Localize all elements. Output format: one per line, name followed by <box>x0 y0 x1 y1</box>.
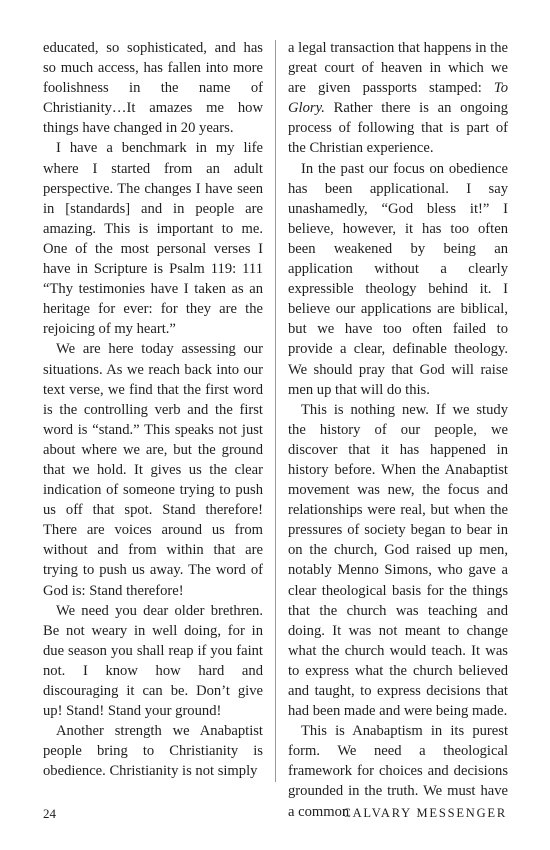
paragraph-text: a legal transaction that happens in the great court of heaven in which we are given passports stamped: <box>288 40 508 97</box>
paragraph <box>288 38 508 159</box>
running-head: CALVARY MESSENGER <box>342 806 507 820</box>
paragraph-text: Rather there is an ongoing process of following that is part of the Christian experience. <box>288 100 508 157</box>
page-number: 24 <box>43 806 56 821</box>
column-divider <box>275 40 276 782</box>
paragraph: This is nothing new. If we study the history of our people, we discover that it has happened in history before. When the Anabaptist movement was new, the focus and relationships were real, but when the pressures of society began to bear in on the church, God raised up men, notably Menno Simons, who gave a clear theological basis for the things that the church was teaching and doing. It was not meant to change what the church would teach. It was to express what the church believed and taught, to express decisions that had been made and were being made. <box>288 401 508 720</box>
paragraph: We are here today assessing our situations. As we reach back into our text verse, we find that the first word is the controlling verb and the first word is “stand.” This speaks not just about where we are, but the ground that we hold. It gives us the clear indication of someone trying to push us off that spot. Stand therefore! There are voices around us from without and from within that are trying to push us away. The word of God is: Stand therefore! <box>43 341 263 599</box>
right-column <box>288 38 508 822</box>
left-column <box>43 38 263 781</box>
paragraph: I have a benchmark in my life where I started from an adult perspective. The changes I have seen in [standards] and in people are amazing. This is important to me. One of the most personal verses I have in Scripture is Psalm 119: 111 “Thy testimonies have I taken as an heritage for ever: for they are the rejoicing of my heart.” <box>43 140 263 338</box>
paragraph: This is Anabaptism in its purest form. We need a theological framework for choices and decisions grounded in the truth. We must have a common <box>288 723 508 820</box>
italic-phrase: To Glory. <box>288 80 508 117</box>
paragraph: We need you dear older brethren. Be not weary in well doing, for in due season you shall reap if you faint not. I know how hard and discouraging it can be. Don’t give up! Stand! Stand your ground! <box>43 602 263 720</box>
paragraph: In the past our focus on obedience has been applicational. I say unashamedly, “God bless it!” I believe, however, it has too often been weakened by being an application without a clearly expressible theology behind it. I believe our applications are biblical, but we have too often failed to provide a clear, definable theology. We should pray that God will raise men up that will do this. <box>288 160 508 398</box>
paragraph: Another strength we Anabaptist people bring to Christianity is obedience. Christianity is not simply <box>43 723 263 780</box>
paragraph: educated, so sophisticated, and has so much access, has fallen into more foolishness in the name of Christianity…It amazes me how things have changed in 20 years. <box>43 40 263 137</box>
